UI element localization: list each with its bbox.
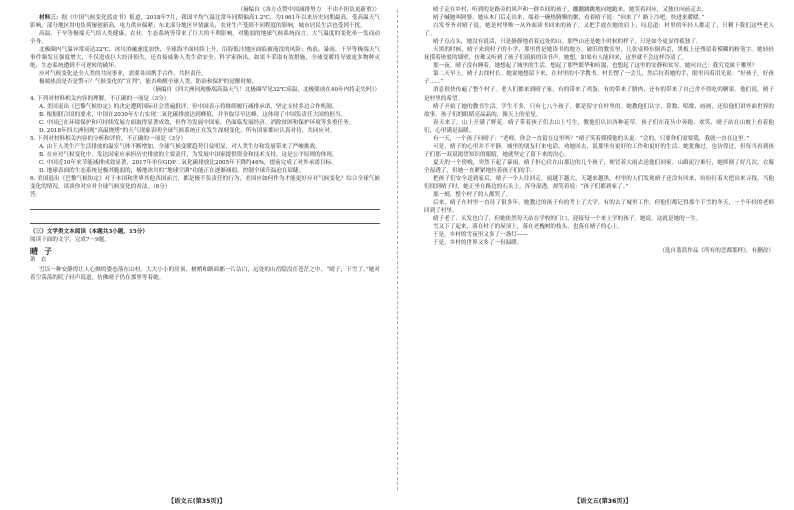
paragraph: 北极圈内气温异常高达32℃，冰川消融速度加快，全球海平面持续上升，沿海低洼地区面临被淹没的风险；热浪、暴雨、干旱等极端天气事件频发且强度增大，不仅造成巨大经济损失，还直接威胁人类生命安全。科学家指出，如果不采取有效措施，全球变暖将导致更多物种灭绝，生态系统遭到不可逆转的破坏。 xyxy=(30,47,380,70)
option: A. 由于人类生产生活排放的温室气体不断增加，全球气候变暖趋势日益明显，对人类生存和发展带来了严峻挑战。 xyxy=(38,143,321,150)
option: B. 在应对气候变化中，发达国家应承担历史排放的主要责任，为发展中国家提供资金和技术支持，这是公平原则的体现。 xyxy=(38,151,338,158)
story-paragraph: 夏天的一个傍晚，突然下起了暴雨。晴子担心住在山那边的几个孩子，便冒着大雨去送他们回家。山路泥泞难行，她摔倒了好几次，衣服全湿透了，但她一直紧紧地拉着孩子们的手。 xyxy=(424,159,774,174)
option: C. 中国近10年来节能减排成效显著，2017年单位GDP二氧化碳排放比2005年下降约46%，提前完成了对外承诺目标。 xyxy=(38,159,337,166)
option: C. 中国已在环境保护和可持续发展方面取得显著成效，但作为发展中国家，仍面临发展经济、消除贫困和保护环境等多重任务。 xyxy=(38,119,355,126)
story-paragraph: 于是，乡村的世界又多了一份温暖。 xyxy=(432,240,523,247)
answer-label: 答： xyxy=(30,192,42,199)
material-text: 据《中国气候变化蓝皮书》报道，2018年7月，我国平均气温比常年同期偏高1.2℃，为1961年以来历史同期最高。受高温天气影响，部分地区用电负荷屡创新高，电力供应偏紧；东北部分地区旱情露头，农业生产受到不同程度的影响，城市居民生活也受到干扰。 xyxy=(30,15,380,30)
story-paragraph: 消息很快传遍了整个村子。老人们都来到晴子家，有的带来了鸡蛋，有的带来了腊肉，还有的带来了自己舍不得吃的糖果。他们说，晴子是村里的希望。 xyxy=(424,87,774,102)
option: B. 根据联合国的要求，中国在2030年左右实现二氧化碳排放达到峰值，并争取尽早达峰，这体现了中国负责任大国的担当。 xyxy=(38,111,347,118)
question-5: 5. 下列对材料相关内容的分析和评价，不正确的一项是（3分） xyxy=(30,135,187,142)
story-paragraph: 晴子喊她叫阿婆。她从木门后走出来，端着一碗热腾腾的粥，看着晴子说：“回来了？路上冷吧，快进来暖暖。” xyxy=(432,15,705,22)
story-paragraph: 后来，晴子在村里一直待了很多年。她教过的孩子有的考上了大学，有的去了城里工作，但他们都记得那个下雪的冬天，一个年轻的老师回到了村里。 xyxy=(424,200,774,215)
story-paragraph: 晴子开始了她的教书生活。学生不多，只有七八个孩子，都是留守在村里的。她教他们认字、算数、唱歌、画画，还给他们讲外面世界的故事。孩子们的眼睛亮晶晶的，像天上的星星。 xyxy=(424,103,774,118)
option: D. 地球表面的生态系统是极其脆弱的，极地冰川的“地球空调”功能正在逐渐减弱，控制全球升温迫在眉睫。 xyxy=(38,167,305,174)
right-page xyxy=(424,6,774,255)
section-instruction: 阅读下面的文字，完成7～9题。 xyxy=(30,237,110,244)
option: D. 2018年四大洲同现“高温烧烤”的天气现象表明全球气候系统正在发生深刻变化，所有国家都应认真对待，共同应对。 xyxy=(38,127,336,134)
story-title: 晴子 xyxy=(30,246,58,257)
story-paragraph: 春天来了，山上开满了野花。晴子带着孩子们去山上写生，教他们认识各种花草。孩子们在花丛中奔跑、欢笑，晴子站在山坡上看着他们，心里满是温暖。 xyxy=(424,119,774,134)
source-note: （选自蓝蓝作品《所有的恋都那样》，有删改） xyxy=(659,248,774,255)
story-paragraph: 第二天早上，晴子去找村长。她说她想留下来，在村里的小学教书。村长愣了一会儿，然后拉着她的手，眼里闪着泪光说：“好孩子，好孩子……” xyxy=(424,71,774,86)
page-divider xyxy=(397,10,398,490)
material-label: 材料三： xyxy=(38,15,62,22)
option: A. 美国退出《巴黎气候协定》的决定遭到国际社会普遍批评，但中国表示将继续履行减排承诺，坚定支持多边合作机制。 xyxy=(38,103,338,110)
story-paragraph: 那一夜，晴子没有睡着。她想起了城里的生活，想起了那些繁华和喧嚣，也想起了这里的安静和贫穷。她问自己：我究竟属于哪里？ xyxy=(432,63,758,70)
section-heading: （三）文学类文本阅读（本题共3小题，15分） xyxy=(30,229,148,236)
story-paragraph: 晴子老了，头发也白了，但她依然每天站在学校的门口，迎接每一个来上学的孩子。她说，这就是她的一生。 xyxy=(432,216,702,223)
source-note: （摘编自《各方点赞中国减排努力 不由不担负更新重》） xyxy=(237,7,380,13)
story-paragraph: 可是，晴子的心里并不平静。城里的朋友打来电话，劝她回去，说那里有更好的工作和更好的生活。她犹豫过，也彷徨过，但每当看到孩子们那一双双渴望知识的眼睛，她就坚定了留下来的决心。 xyxy=(424,143,774,158)
answer-line[interactable] xyxy=(30,214,380,224)
page-number-right: 【语文五(第36页)】 xyxy=(574,498,632,505)
page-number-left: 【语文五(第35页)】 xyxy=(168,498,226,505)
answer-line[interactable] xyxy=(30,200,380,210)
question-6: 6. 美国退出《巴黎气候协定》对于本国和世界其他各国而言，都是极不负责任的行为，美国应如何作为才能更好应对气候变化？综合全球气候变化的情况，谈谈你对应对全球气候变化的看法。（6分） xyxy=(30,175,380,191)
story-paragraph: 晴子点点头，她没有说话，只是静静地看着远处的山。那些山还是她小时候的样子，只是如今更显得孤独了。 xyxy=(432,39,702,46)
left-page xyxy=(30,6,380,282)
story-paragraph: 雪又下了起来，落在村子的屋顶上，落在老槐树的枝头，也落在晴子的心上。 xyxy=(432,224,624,231)
paragraph: 应对气候变化是全人类的共同事业，需要各国携手合作、共担责任。 xyxy=(38,71,207,78)
paragraph: 高温、干旱等极端天气给人类健康、农业、生态系统等带来了巨大的不利影响。对脆弱的地球气候系统而言，大气温度的变化牵一发而动全身。 xyxy=(30,31,380,46)
paragraph: 极端热浪是否是警示？气候变化的“宣判”，能否唤醒全球人类。防治和保护的觉醒时刻。 xyxy=(38,79,258,86)
source-note: （摘编自《四大洲同现极端高温天气！北极圈罕见32℃高温，北极熊成在40年内将走失吗》） xyxy=(149,87,380,94)
story-paragraph: 白发爷爷对晴子说，她是村里唯一从外面读书回来的孩子，又把手放在她的肩上，叹息道：村里的年轻人都走了，只剩下我们这些老人了。 xyxy=(424,23,774,38)
story-paragraph: 那一刻，整个村子的人都哭了。 xyxy=(432,192,512,199)
material-3 xyxy=(30,14,380,30)
story-author: 萧 衣 xyxy=(30,257,47,264)
story-paragraph: 于是，乡村的雪夜里又多了一盏灯—— xyxy=(432,232,529,239)
story-paragraph: 有一天，一个孩子问晴子：“老师，你会一直留在这里吗？”晴子笑着摸摸他的头说：“会的，只要你们需要我，我就一直在这里。” xyxy=(432,135,750,142)
story-paragraph: 晴子走在乡村，听到的是路旁的风声和一群乡间的孩子，蹦蹦跳跳地向她跑来，她笑着回应，又独自向前走去。 xyxy=(432,7,708,13)
question-4: 4. 下列对材料相关内容的理解，不正确的一项是（3分） xyxy=(30,95,170,102)
story-paragraph: 雪以一种安静得让人心颤的姿态落在山村。大大小小的房顶、树梢和路面都一片洁白，远处的山峦隐没在苍茫之中。“晴子，下雪了。”她对着空荡荡的院子轻声说道，仿佛晴子仍在那里等着她。 xyxy=(30,267,380,282)
story-paragraph: 天黑的时候，晴子来到村子的小学，那里曾是她读书的地方。破旧的教室里，几张桌椅东倒西歪，黑板上还残留着模糊的粉笔字。她轻轻抚摸着斑驳的墙壁，仿佛又听到了孩子们琅琅的读书声。她想，如果有人能回来，这里就不会这样冷清了。 xyxy=(424,47,774,62)
story-paragraph: 把孩子们安全送到家后，晴子一个人往回走。雨越下越大，天越来越黑。村里的人们发现晴子还没有回来，纷纷打着火把出来寻找。当他们找到晴子时，她正坐在路边的石头上，浑身湿透，却笑着说：“孩子们都到家了。” xyxy=(424,175,774,191)
